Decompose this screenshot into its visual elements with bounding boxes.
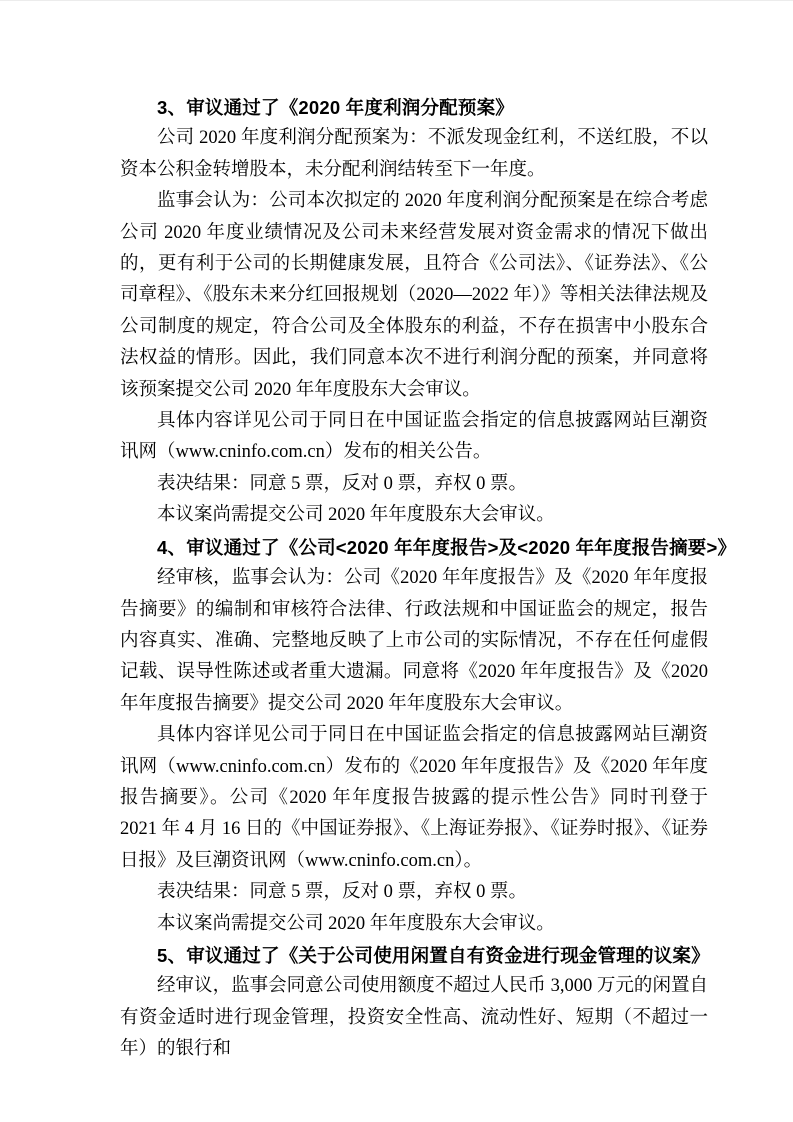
document-body bbox=[120, 92, 737, 1066]
paragraph-profit-plan-summary: 公司 2020 年度利润分配预案为：不派发现金红利，不送红股，不以资本公积金转增股本，未分配利润结转至下一年度。 bbox=[120, 128, 708, 180]
heading-item-4-annual-report: 4、审议通过了《公司<2020 年年度报告>及<2020 年年度报告摘要>》 bbox=[157, 536, 737, 558]
paragraph-disclosure-website-notice-2: 具体内容详见公司于同日在中国证监会指定的信息披露网站巨潮资讯网（www.cninfo.com.cn）发布的《2020 年年度报告》及《2020 年年度报告摘要》。公司《2020 年年度报告披露的提示性公告》同时刊登于 2021 年 4 月 16 日的《中国证券报》、《上海证券报》、《证券时报》、《证券日报》及巨潮资讯网（www.cninfo.com.cn）。 bbox=[120, 725, 708, 871]
paragraph-submit-to-shareholders-meeting-item-3: 本议案尚需提交公司 2020 年年度股东大会审议。 bbox=[157, 505, 555, 526]
paragraph-vote-result-item-4: 表决结果：同意 5 票，反对 0 票，弃权 0 票。 bbox=[157, 882, 528, 903]
paragraph-supervisory-board-opinion-annual-report: 经审核，监事会认为：公司《2020 年年度报告》及《2020 年年度报告摘要》的编制和审核符合法律、行政法规和中国证监会的规定，报告内容真实、准确、完整地反映了上市公司的实际情况，不存在任何虚假记载、误导性陈述或者重大遗漏。同意将《2020 年年度报告》及《2020 年年度报告摘要》提交公司 2020 年年度股东大会审议。 bbox=[120, 568, 708, 714]
paragraph-cash-management-approval: 经审议，监事会同意公司使用额度不超过人民币 3,000 万元的闲置自有资金适时进行现金管理，投资安全性高、流动性好、短期（不超过一年）的银行和 bbox=[120, 976, 708, 1060]
paragraph-disclosure-website-notice-1: 具体内容详见公司于同日在中国证监会指定的信息披露网站巨潮资讯网（www.cninfo.com.cn）发布的相关公告。 bbox=[120, 411, 708, 463]
heading-item-5-cash-management: 5、审议通过了《关于公司使用闲置自有资金进行现金管理的议案》 bbox=[157, 944, 710, 966]
paragraph-vote-result-item-3: 表决结果：同意 5 票，反对 0 票，弃权 0 票。 bbox=[157, 473, 528, 494]
paragraph-submit-to-shareholders-meeting-item-4: 本议案尚需提交公司 2020 年年度股东大会审议。 bbox=[157, 913, 555, 934]
heading-item-3-profit-distribution-plan: 3、审议通过了《2020 年度利润分配预案》 bbox=[157, 97, 514, 118]
paragraph-supervisory-board-opinion-profit-plan: 监事会认为：公司本次拟定的 2020 年度利润分配预案是在综合考虑公司 2020 年度业绩情况及公司未来经营发展对资金需求的情况下做出的，更有利于公司的长期健康发展，且符合《公司法》、《证券法》、《公司章程》、《股东未来分红回报规划（2020—2022 年）》等相关法律法规及公司制度的规定，符合公司及全体股东的利益，不存在损害中小股东合法权益的情形。因此，我们同意本次不进行利润分配的预案，并同意将该预案提交公司 2020 年年度股东大会审议。 bbox=[120, 191, 708, 400]
